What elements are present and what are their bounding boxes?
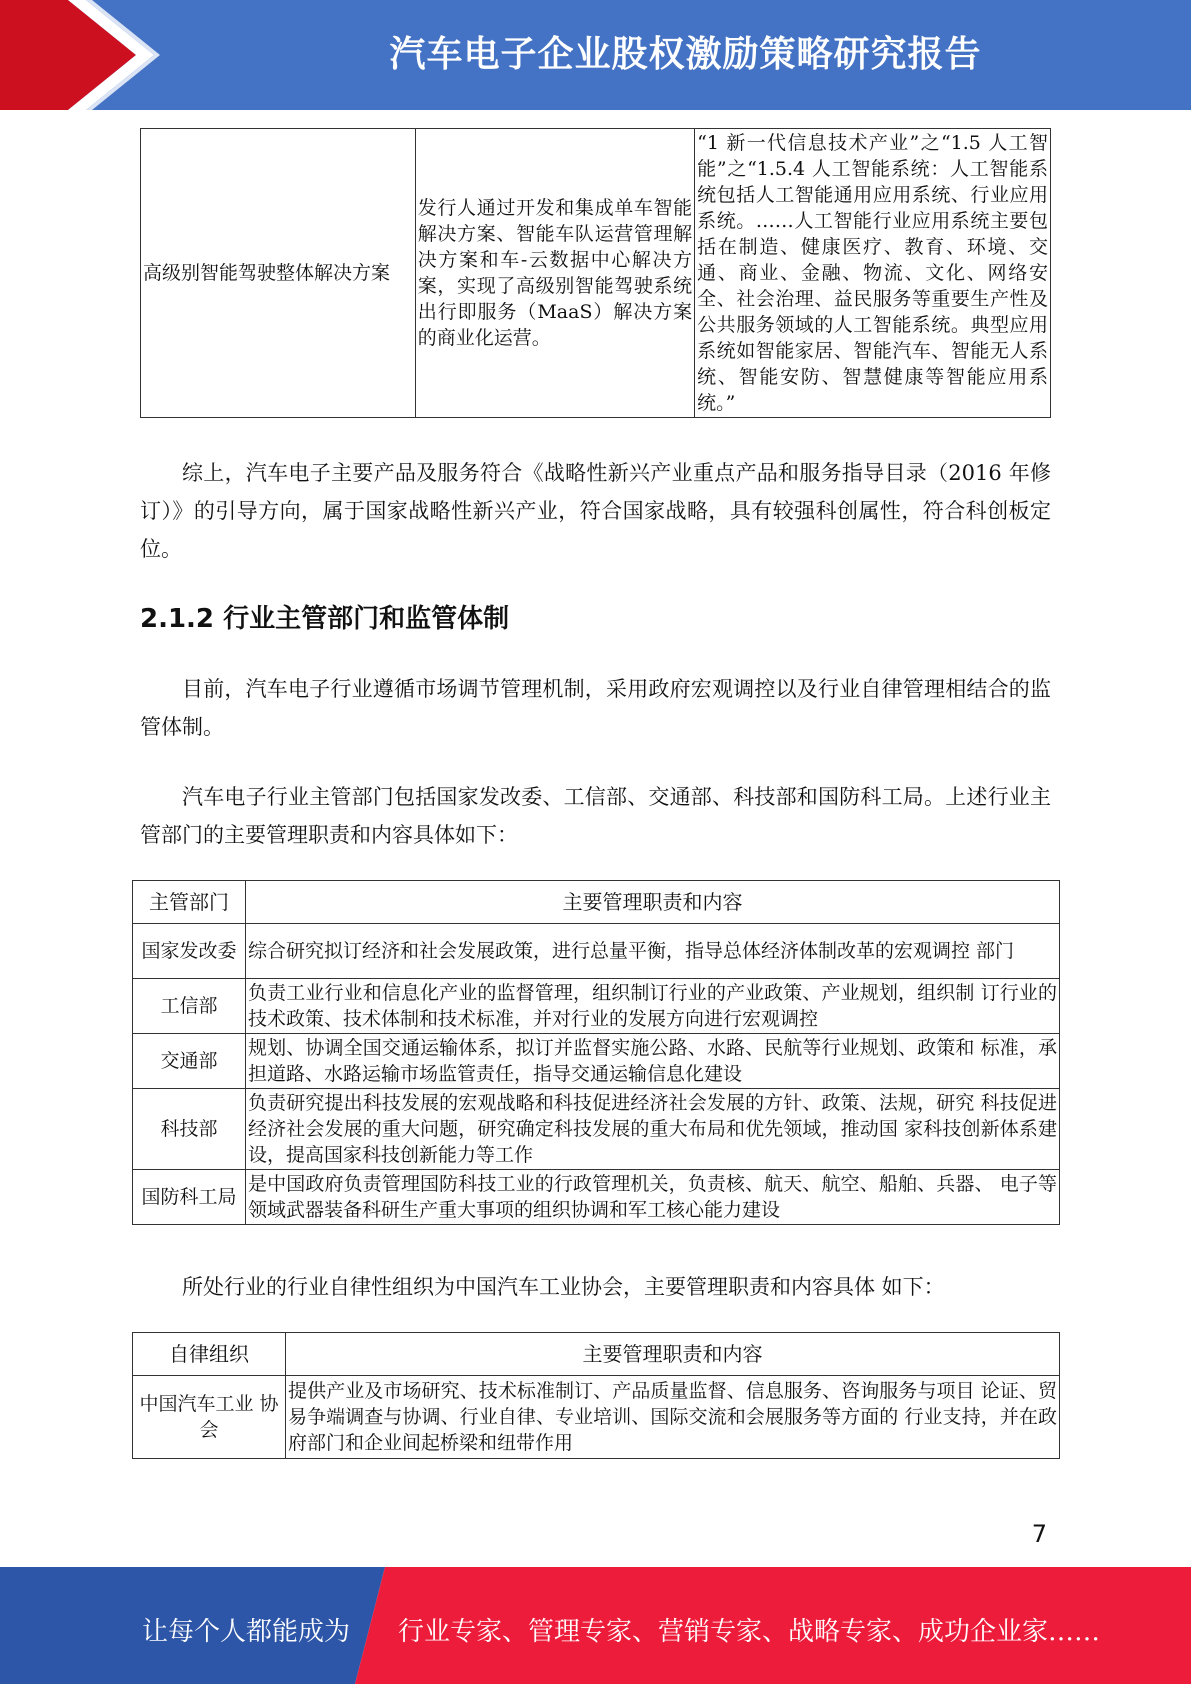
page-number: 7	[1031, 1520, 1047, 1548]
dept-cell: 国家发改委	[133, 924, 246, 979]
section-heading: 2.1.2 行业主管部门和监管体制	[140, 604, 510, 634]
table-row	[133, 979, 1060, 1034]
column-header: 主要管理职责和内容	[286, 1333, 1060, 1376]
product-cell: 高级别智能驾驶整体解决方案	[141, 129, 416, 418]
table-header-row	[133, 1333, 1060, 1376]
duty-cell: 提供产业及市场研究、技术标准制订、产品质量监督、信息服务、咨询服务与项目 论证、贸易争端调查与协调、行业自律、专业培训、国际交流和会展服务等方面的 行业支持，并在政府部门和企业间起桥梁和纽带作用	[286, 1376, 1060, 1459]
footer-slogan-left: 让每个人都能成为	[142, 1617, 351, 1647]
catalog-cell: “1 新一代信息技术产业”之“1.5 人工智能”之“1.5.4 人工智能系统：人工智能系统包括人工智能通用应用系统、行业应用系统。……人工智能行业应用系统主要包括在制造、健康医疗、教育、环境、交通、商业、金融、物流、文化、网络安全、社会治理、益民服务等重要生产性及公共服务领域的人工智能系统。典型应用系统如智能家居、智能汽车、智能无人系统、智能安防、智慧健康等智能应用系统。”	[695, 129, 1051, 418]
department-table	[132, 880, 1060, 1225]
table-row	[133, 1089, 1060, 1170]
column-header: 自律组织	[133, 1333, 286, 1376]
dept-cell: 交通部	[133, 1034, 246, 1089]
table-row	[133, 1170, 1060, 1225]
duty-cell: 负责研究提出科技发展的宏观战略和科技促进经济社会发展的方针、政策、法规，研究 科技促进经济社会发展的重大问题，研究确定科技发展的重大布局和优先领域，推动国 家科技创新体系建设，提高国家科技创新能力等工作	[246, 1089, 1060, 1170]
paragraph-association: 所处行业的行业自律性组织为中国汽车工业协会，主要管理职责和内容具体 如下：	[182, 1275, 945, 1299]
dept-cell: 科技部	[133, 1089, 246, 1170]
duty-cell: 规划、协调全国交通运输体系，拟订并监督实施公路、水路、民航等行业规划、政策和 标准，承担道路、水路运输市场监管责任，指导交通运输信息化建设	[246, 1034, 1060, 1089]
product-table	[140, 128, 1051, 418]
dept-cell: 国防科工局	[133, 1170, 246, 1225]
duty-cell: 负责工业行业和信息化产业的监督管理，组织制订行业的产业政策、产业规划，组织制 订行业的技术政策、技术体制和技术标准，并对行业的发展方向进行宏观调控	[246, 979, 1060, 1034]
paragraph-departments: 汽车电子行业主管部门包括国家发改委、工信部、交通部、科技部和国防科工局。上述行业主管部门的主要管理职责和内容具体如下：	[140, 785, 1051, 847]
page-footer	[0, 1567, 1191, 1684]
organization-table	[132, 1332, 1060, 1459]
table-row	[133, 924, 1060, 979]
paragraph-regulation: 目前，汽车电子行业遵循市场调节管理机制，采用政府宏观调控以及行业自律管理相结合的监管体制。	[140, 677, 1051, 739]
footer-slogan-right: 行业专家、管理专家、营销专家、战略专家、成功企业家……	[398, 1617, 1101, 1647]
column-header: 主管部门	[133, 881, 246, 924]
header-title: 汽车电子企业股权激励策略研究报告	[389, 34, 982, 75]
dept-cell: 工信部	[133, 979, 246, 1034]
paragraph-summary: 综上，汽车电子主要产品及服务符合《战略性新兴产业重点产品和服务指导目录（2016 年修订）》的引导方向，属于国家战略性新兴产业，符合国家战略，具有较强科创属性，符合科创板定位。	[140, 461, 1051, 561]
duty-cell: 综合研究拟订经济和社会发展政策，进行总量平衡，指导总体经济体制改革的宏观调控 部门	[246, 924, 1060, 979]
column-header: 主要管理职责和内容	[246, 881, 1060, 924]
description-cell: 发行人通过开发和集成单车智能解决方案、智能车队运营管理解决方案和车-云数据中心解决方案，实现了高级别智能驾驶系统出行即服务（MaaS）解决方案的商业化运营。	[415, 129, 694, 418]
table-row	[133, 1376, 1060, 1459]
table-header-row	[133, 881, 1060, 924]
org-cell: 中国汽车工业 协会	[133, 1376, 286, 1459]
page-header	[0, 0, 1191, 110]
table-row	[133, 1034, 1060, 1089]
table-row	[141, 129, 1051, 418]
duty-cell: 是中国政府负责管理国防科技工业的行政管理机关，负责核、航天、航空、船舶、兵器、 电子等领域武器装备科研生产重大事项的组织协调和军工核心能力建设	[246, 1170, 1060, 1225]
